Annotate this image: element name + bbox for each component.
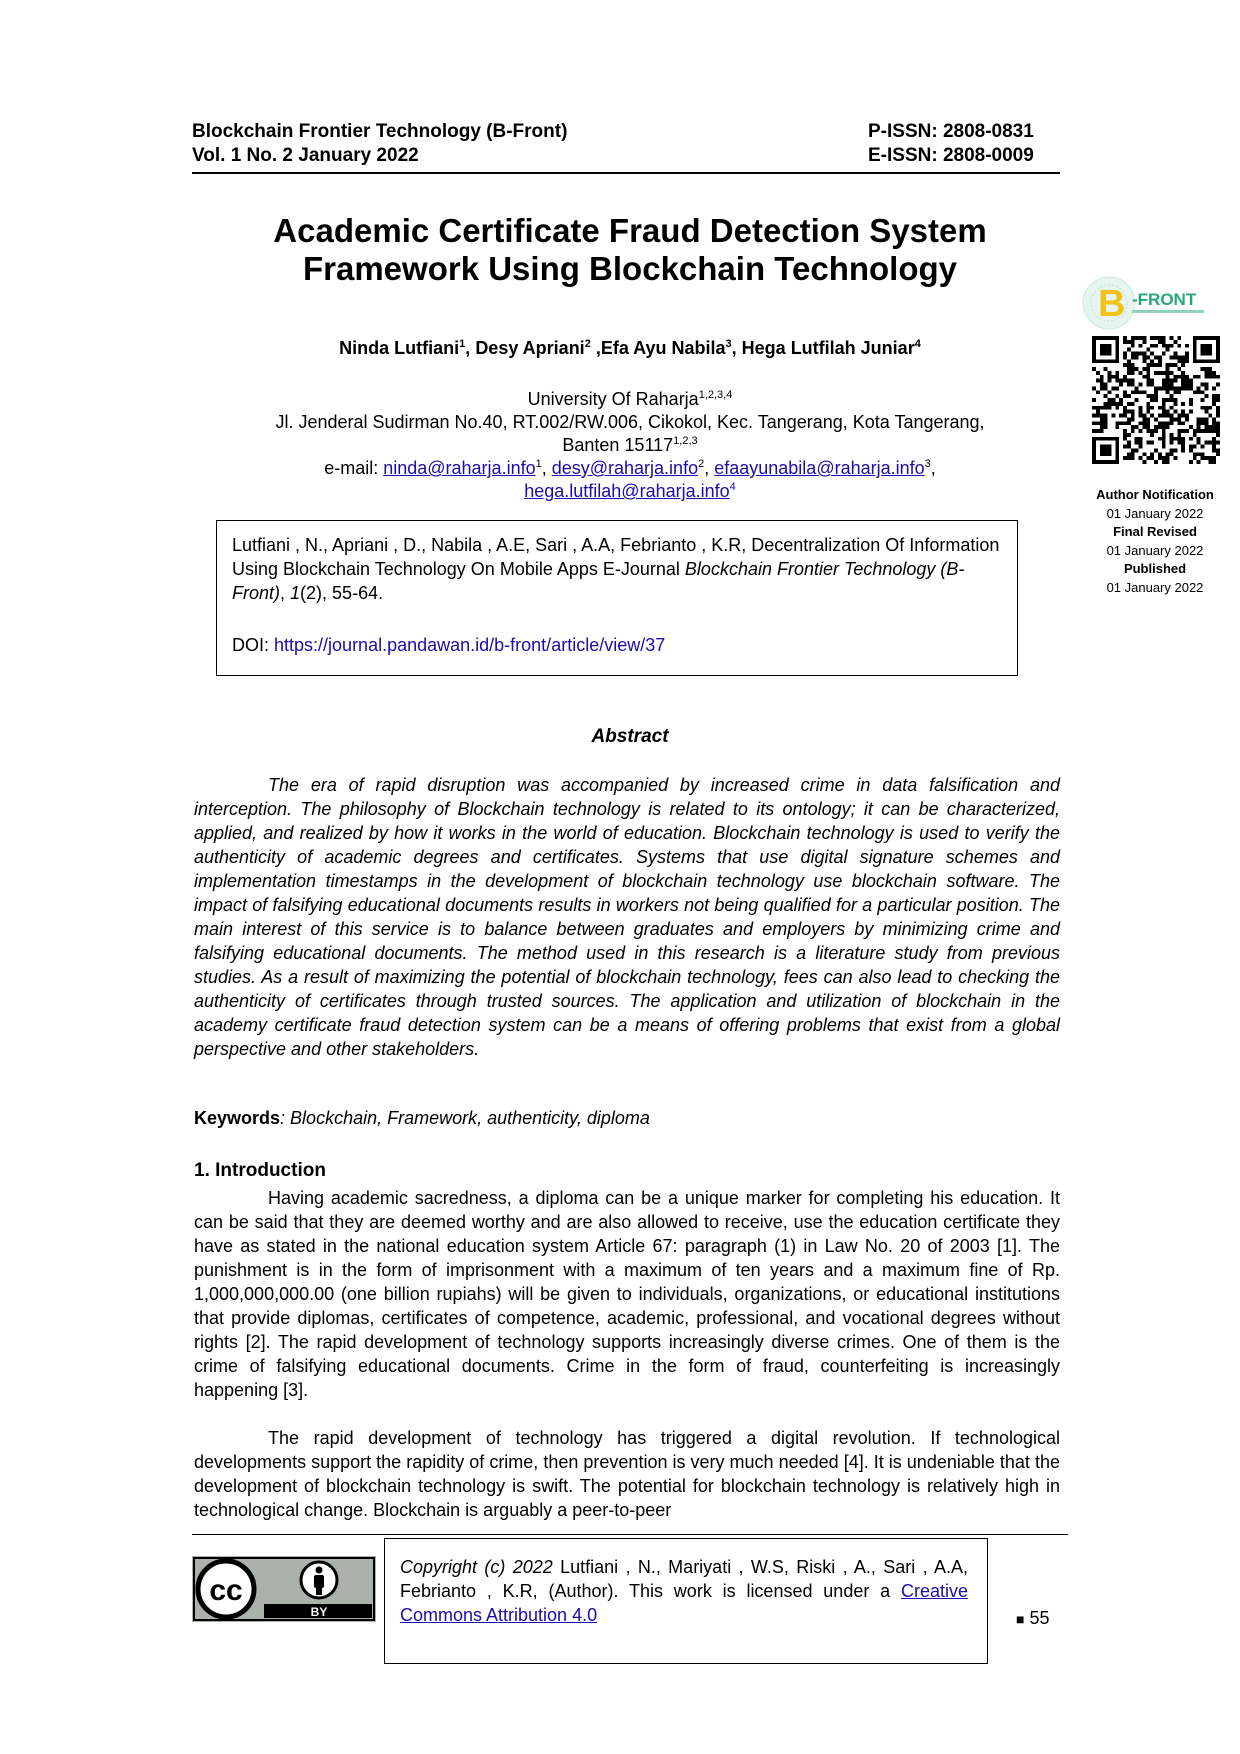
email-link[interactable]: desy@raharja.info — [551, 458, 699, 478]
email-line: e-mail: ninda@raharja.info$^1$, desy@raharja.info$^2$, efaayunabila@raharja.info$^3$, — [324, 458, 936, 478]
published-label: Published — [1123, 561, 1187, 576]
svg-text:-FRONT: -FRONT — [1132, 290, 1197, 309]
citation-sep: , — [280, 583, 291, 603]
intro-paragraph-2: The rapid development of technology has triggered a digital revolution. If technological developments support the rapidity of crime, then prevention is very much needed [4]. It is undeniable that the development of blockchain technology is swift. The potential for blockchain technology is relatively high in technological change. Blockchain is arguably a peer-to-peer — [194, 1428, 1060, 1520]
author-name: Desy Apriani — [475, 338, 585, 358]
citation-box — [216, 520, 1018, 676]
email-sup: 2 — [698, 458, 705, 470]
final-revised-label: Final Revised — [1113, 524, 1197, 539]
author-list — [200, 338, 1060, 359]
qr-code — [1092, 336, 1220, 464]
page-number-value: 55 — [1029, 1608, 1050, 1628]
citation-volume: 1 — [290, 583, 301, 603]
section-heading: 1. Introduction — [194, 1160, 326, 1181]
email-sup: 1 — [535, 458, 542, 470]
intro-paragraph-1: Having academic sacredness, a diploma can be a unique marker for completing his education. It can be said that they are deemed worthy and are also allowed to receive, use the education certificate they have as stated in the national education system Article 67: paragraph (1) in Law No. 20 of 2003 [1]. The punishment is in the form of imprisonment with a maximum of ten years and a maximum fine of Rp. 1,000,000,000.00 (one billion rupiahs) will be given to individuals, organizations, or educational institutions that provide diplomas, certificates of competence, academic, professional, and vocational degrees without rights [2]. The rapid development of technology supports increasingly diverse crimes. One of them is the crime of falsifying educational documents. Crime in the form of fraud, counterfeiting is increasingly happening [3]. — [194, 1188, 1060, 1400]
paper-title — [200, 212, 1060, 288]
copyright-label: Copyright (c) 2022 — [400, 1557, 553, 1577]
author-sup: 1 — [459, 338, 466, 350]
author-name: Hega Lutfilah Juniar — [741, 338, 915, 358]
keywords-sep: : — [280, 1108, 291, 1128]
citation-issue: (2), 55-64. — [300, 583, 384, 603]
author-sep: , — [590, 338, 601, 358]
email-label: e-mail: — [324, 458, 384, 478]
abstract-body: The era of rapid disruption was accompanied by increased crime in data falsification and interception. The philosophy of Blockchain technology is related to its ontology; it can be characterized, applied, and realized by how it works in the world of education. Blockchain technology is used to verify the authenticity of academic degrees and certificates. Systems that use digital signature schemes and implementation timestamps in the development of blockchain technology use blockchain software. The impact of falsifying educational documents results in workers not being qualified for a particular position. The main interest of this service is to balance between graduates and employers by minimizing crime and falsifying educational documents. The method used in this research is a literature study from previous studies. As a result of maximizing the potential of blockchain technology, fees can also lead to checking the authenticity of certificates through trusted sources. The application and utilization of blockchain in the academy certificate fraud detection system can be a means of offering problems that exist from a global perspective and other stakeholders. — [194, 775, 1060, 1059]
cc-label: cc — [209, 1574, 243, 1607]
affiliation — [200, 388, 1060, 503]
university-sup: 1,2,3,4 — [698, 389, 733, 401]
abstract-heading: Abstract — [591, 726, 669, 747]
journal-header-right — [868, 120, 1034, 168]
email-sup: 4 — [729, 481, 736, 493]
author-sup: 2 — [584, 338, 591, 350]
journal-volume: Vol. 1 No. 2 January 2022 — [192, 145, 419, 166]
citation-text — [232, 533, 1007, 605]
citation-journal: Blockchain Frontier Technology (B-Front) — [232, 559, 965, 603]
b-front-logo — [1082, 276, 1216, 330]
author-sup: 4 — [914, 338, 921, 350]
author-notification-label: Author Notification — [1096, 487, 1214, 502]
email-link[interactable]: efaayunabila@raharja.info — [714, 458, 925, 478]
author-sep: , — [731, 338, 742, 358]
email-link[interactable]: hega.lutfilah@raharja.info — [524, 481, 730, 501]
university: University Of Raharja — [527, 389, 699, 409]
footer-rule — [192, 1534, 1068, 1535]
author-sep: , — [465, 338, 476, 358]
copyright-text — [400, 1555, 968, 1627]
journal-header-left — [192, 120, 567, 168]
author-name: Efa Ayu Nabila — [600, 338, 726, 358]
address-line-1: Jl. Jenderal Sudirman No.40, RT.002/RW.006, Cikokol, Kec. Tangerang, Kota Tangerang, — [275, 412, 985, 432]
address-line-2: Banten 15117 — [562, 435, 674, 455]
citation-doi — [232, 635, 665, 656]
title-line-2: Framework Using Blockchain Technology — [302, 250, 958, 287]
address-sup: 1,2,3 — [673, 435, 698, 447]
cc-by-badge — [192, 1556, 376, 1622]
citation-plain: Lutfiani , N., Apriani , D., Nabila , A.E, Sari , A.A, Febrianto , K.R, Decentralization Of Information Using Blockchain Technology On Mobile Apps E-Journal — [232, 535, 1000, 579]
email-sup: 3 — [924, 458, 931, 470]
keywords — [194, 1108, 650, 1129]
author-sup: 3 — [725, 338, 732, 350]
page-marker: ■ — [1016, 1611, 1025, 1627]
eissn: E-ISSN: 2808-0009 — [868, 145, 1034, 166]
keywords-label: Keywords — [194, 1108, 281, 1128]
submission-dates — [1080, 486, 1230, 597]
doi-link[interactable]: https://journal.pandawan.id/b-front/article/view/37 — [274, 635, 666, 655]
copyright-box — [384, 1538, 988, 1664]
email-link[interactable]: ninda@raharja.info — [383, 458, 536, 478]
page-number — [1016, 1608, 1050, 1629]
author-notification-date: 01 January 2022 — [1106, 505, 1204, 521]
doi-label: DOI: — [232, 635, 275, 655]
license-link[interactable]: Creative Commons Attribution 4.0 — [400, 1581, 968, 1625]
title-line-1: Academic Certificate Fraud Detection System — [273, 212, 987, 249]
journal-name: Blockchain Frontier Technology (B-Front) — [192, 121, 568, 142]
keywords-list: Blockchain, Framework, authenticity, diploma — [290, 1108, 650, 1128]
pissn: P-ISSN: 2808-0831 — [868, 121, 1034, 142]
copyright-body: Lutfiani , N., Mariyati , W.S, Riski , A., Sari , A.A, Febrianto , K.R, (Author). This work is licensed under a — [400, 1557, 968, 1601]
published-date: 01 January 2022 — [1106, 579, 1204, 595]
by-label: BY — [310, 1605, 328, 1619]
header-rule — [192, 172, 1060, 174]
author-name: Ninda Lutfiani — [339, 338, 460, 358]
svg-text:B: B — [1098, 283, 1126, 325]
final-revised-date: 01 January 2022 — [1106, 542, 1204, 558]
